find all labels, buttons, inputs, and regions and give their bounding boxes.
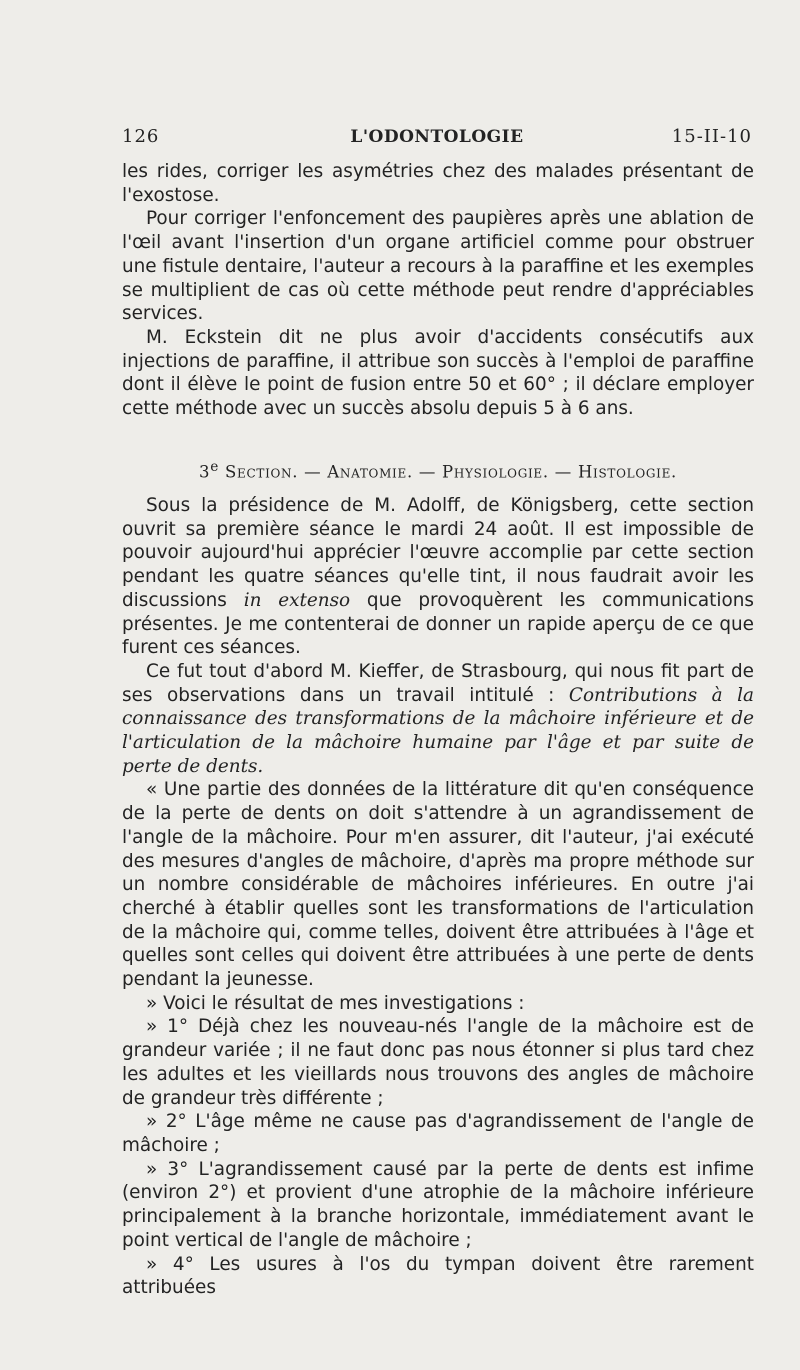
page-number: 126 — [122, 126, 160, 147]
quote-paragraph-5: » 3° L'agrandissement causé par la perte de dents est infime (environ 2°) et provient d'une atrophie de la mâchoire inférieure principalement à la branche horizontale, immédiatement avant le point vertical de l'angle de mâchoire ; — [122, 1158, 754, 1251]
paragraph-4-text-1: Sous la présidence de M. Adolff, de Königsberg, cette section ouvrit sa première séance le mardi 24 août. Il est impossible de pouvoir aujourd'hui apprécier l'œuvre accomplie par cette section pendant les quatre séances qu'elle tint, il nous faudrait avoir les discussions — [122, 495, 754, 611]
section-dash-3: — — [554, 462, 572, 482]
section-histology: Histologie. — [577, 462, 677, 482]
paragraph-5 — [122, 660, 754, 779]
journal-title: L'ODONTOLOGIE — [350, 127, 524, 147]
quote-paragraph-3: » 1° Déjà chez les nouveau-nés l'angle de la mâchoire est de grandeur variée ; il ne faut donc pas nous étonner si plus tard chez les adultes et les vieillards nous trouvons des angles de mâchoire de grandeur très différente ; — [122, 1016, 754, 1109]
paragraph-4-italic: in extenso — [243, 589, 351, 611]
section-number: 3 — [199, 462, 211, 482]
issue-date: 15-II-10 — [671, 126, 752, 147]
section-physiology: Physiologie. — [442, 462, 549, 482]
quote-paragraph-4: » 2° L'âge même ne cause pas d'agrandissement de l'angle de mâchoire ; — [122, 1111, 754, 1156]
quote-paragraph-6: » 4° Les usures à l'os du tympan doivent être rarement attribuées — [122, 1253, 754, 1299]
paragraph-2: Pour corriger l'enfoncement des paupières après une ablation de l'œil avant l'insertion d'un organe artificiel comme pour obstruer une fistule dentaire, l'auteur a recours à la paraffine et les exemples se multiplient de cas où cette méthode peut rendre d'appréciables services. — [122, 208, 754, 325]
section-dash-1: — — [304, 462, 322, 482]
body-text-top — [122, 160, 754, 421]
section-dash-2: — — [418, 462, 437, 482]
paragraph-1: les rides, corriger les asymétries chez des malades présentant de l'exostose. — [122, 161, 754, 206]
section-heading — [122, 455, 754, 485]
paragraph-4 — [122, 494, 754, 660]
quoted-results — [122, 778, 754, 1299]
quote-paragraph-2: » Voici le résultat de mes investigations : — [146, 992, 525, 1014]
section-suffix: e — [210, 459, 220, 475]
quote-paragraph-1: « Une partie des données de la littérature dit qu'en conséquence de la perte de dents on doit s'attendre à un agrandissement de l'angle de la mâchoire. Pour m'en assurer, dit l'auteur, j'ai exécuté des mesures d'angles de mâchoire, d'après ma propre méthode sur un nombre considérable de mâchoires inférieures. En outre j'ai cherché à établir quelles sont les transformations de l'articulation de la mâchoire qui, comme telles, doivent être attribuées à l'âge et quelles sont celles qui doivent être attribuées à une perte de dents pendant la jeunesse. — [122, 779, 754, 991]
paragraph-5-text: Ce fut tout d'abord M. Kieffer, de Strasbourg, qui nous fit part de ses observations dans un travail intitulé : — [122, 660, 754, 706]
body-text-main — [122, 494, 754, 1300]
paragraph-5-italic: Contributions à la connaissance des transformations de la mâchoire inférieure et de l'articulation de la mâchoire humaine par l'âge et par suite de perte de dents. — [122, 684, 754, 777]
paragraph-4-text-2: que provoquèrent les communications présentes. Je me contenterai de donner un rapide aperçu de ce que furent ces séances. — [122, 589, 754, 659]
page-header — [122, 122, 752, 152]
section-word: Section. — [225, 462, 299, 482]
section-anatomy: Anatomie. — [327, 462, 413, 482]
paragraph-3: M. Eckstein dit ne plus avoir d'accidents consécutifs aux injections de paraffine, il attribue son succès à l'emploi de paraffine dont il élève le point de fusion entre 50 et 60° ; il déclare employer cette méthode avec un succès absolu depuis 5 à 6 ans. — [122, 326, 754, 420]
